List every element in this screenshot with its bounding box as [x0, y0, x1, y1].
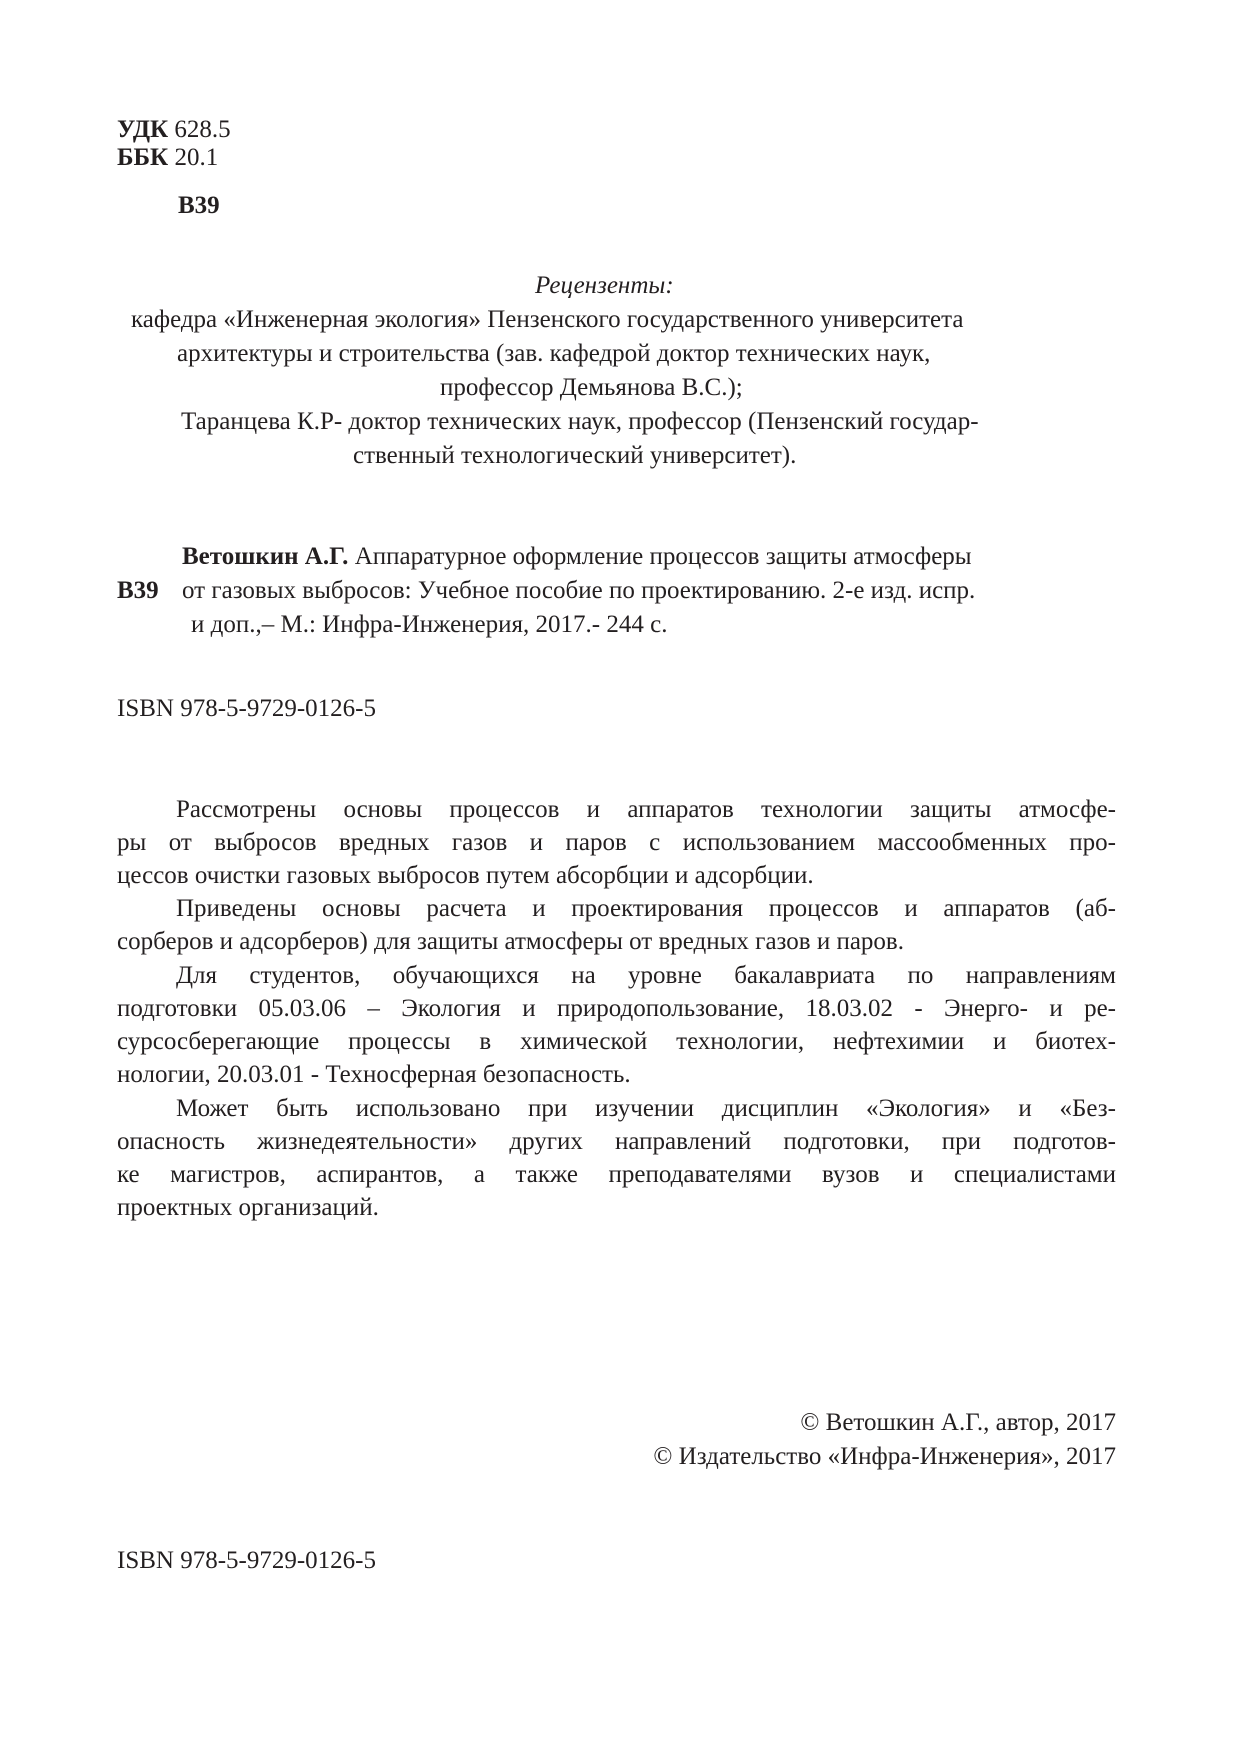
reviewers-line: кафедра «Инженерная экология» Пензенского государственного университета: [131, 306, 964, 333]
abstract-line: опасность жизнедеятельности» других направлений подготовки, при подготов-: [117, 1128, 1116, 1155]
reviewers-line: профессор Демьянова В.С.);: [440, 374, 743, 401]
citation-mark: В39: [117, 577, 159, 604]
abstract-line: ры от выбросов вредных газов и паров с использованием массообменных про-: [117, 829, 1116, 856]
abstract-line: Рассмотрены основы процессов и аппаратов технологии защиты атмосфе-: [176, 796, 1116, 823]
udk-value: 628.5: [174, 116, 231, 143]
abstract-line: сурсосберегающие процессы в химической технологии, нефтехимии и биотех-: [117, 1028, 1116, 1055]
isbn-bottom: ISBN 978-5-9729-0126-5: [117, 1547, 377, 1574]
abstract-line: Приведены основы расчета и проектирования процессов и аппаратов (аб-: [176, 895, 1116, 922]
abstract-line: ке магистров, аспирантов, а также преподавателями вузов и специалистами: [117, 1161, 1116, 1188]
citation-line-2: от газовых выбросов: Учебное пособие по проектированию. 2-е изд. испр.: [182, 577, 976, 604]
abstract-line: нологии, 20.03.01 - Техносферная безопасность.: [117, 1061, 631, 1088]
reviewers-line: архитектуры и строительства (зав. кафедрой доктор технических наук,: [177, 340, 931, 367]
udk-line: [117, 115, 231, 145]
isbn-top: ISBN 978-5-9729-0126-5: [117, 695, 377, 722]
abstract-line: сорберов и адсорберов) для защиты атмосферы от вредных газов и паров.: [117, 928, 904, 955]
bbk-label: ББК: [117, 144, 169, 171]
citation-title: Аппаратурное оформление процессов защиты атмосферы: [354, 543, 972, 570]
abstract-line: проектных организаций.: [117, 1194, 379, 1221]
reviewers-line: Таранцева К.Р- доктор технических наук, профессор (Пензенский государ-: [181, 408, 979, 435]
bbk-line: [117, 143, 218, 173]
citation-line-1: [182, 542, 972, 572]
copyright-publisher: © Издательство «Инфра-Инженерия», 2017: [653, 1443, 1116, 1470]
abstract-line: цессов очистки газовых выбросов путем абсорбции и адсорбции.: [117, 862, 814, 889]
udk-label: УДК: [117, 116, 169, 143]
citation-author: Ветошкин А.Г.: [182, 543, 349, 570]
abstract-line: Для студентов, обучающихся на уровне бакалавриата по направлениям: [176, 962, 1116, 989]
reviewers-heading: Рецензенты:: [535, 272, 674, 299]
abstract-line: Может быть использовано при изучении дисциплин «Экология» и «Без-: [176, 1095, 1116, 1122]
reviewers-line: ственный технологический университет).: [353, 442, 797, 469]
abstract-line: подготовки 05.03.06 – Экология и природопользование, 18.03.02 - Энерго- и ре-: [117, 995, 1116, 1022]
copyright-author: © Ветошкин А.Г., автор, 2017: [800, 1409, 1116, 1436]
author-mark: В39: [178, 192, 220, 219]
citation-line-3: и доп.,– М.: Инфра-Инженерия, 2017.- 244 с.: [191, 611, 668, 638]
bbk-value: 20.1: [174, 144, 219, 171]
